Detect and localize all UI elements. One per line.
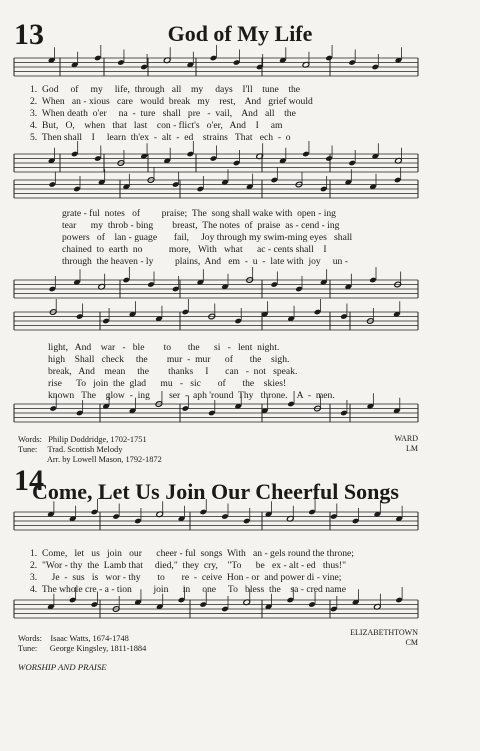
lyric-line: 1. God of my life, through all my days I'll tune the bbox=[30, 84, 301, 95]
tune-name: ELIZABETHTOWN bbox=[350, 628, 418, 637]
lyric-line: break, And mean the thanks I can - not speak. bbox=[48, 366, 298, 377]
lyric-line: grate - ful notes of praise; The song shall wake with open - ing bbox=[62, 208, 336, 219]
lyric-line: powers of lan - guage fail, Joy through my swim-ming eyes shall bbox=[62, 232, 353, 243]
lyric-line: chained to earth no more, With what ac - cents shall I bbox=[62, 244, 327, 255]
lyric-line: tear my throb - bing breast, The notes of praise as - cend - ing bbox=[62, 220, 340, 231]
tune-info bbox=[350, 628, 418, 648]
lyric-line: light, And war - ble to the si - lent night. bbox=[48, 342, 280, 353]
hymn-title: God of My Life bbox=[167, 21, 313, 46]
verse-block-2 bbox=[62, 208, 352, 268]
tune-name: WARD bbox=[394, 434, 418, 443]
lyric-line: high Shall check the mur - mur of the sigh. bbox=[48, 354, 290, 365]
lyric-line: 2. When an - xious care would break my rest, And grief would bbox=[30, 96, 313, 107]
lyric-line: known The glow - ing ser - aph 'round Thy throne. A - men. bbox=[48, 390, 335, 401]
credit-line: Words: Philip Doddridge, 1702-1751 bbox=[18, 435, 147, 444]
lyric-line: rise To join the glad mu - sic of the skies! bbox=[48, 378, 287, 389]
tune-info bbox=[394, 434, 418, 454]
credit-line: Tune: George Kingsley, 1811-1884 bbox=[18, 644, 147, 653]
lyric-line: 2. "Wor - thy the Lamb that died," they cry, "To be ex - alt - ed thus!" bbox=[30, 560, 346, 571]
lyric-line: 4. But, O, when that last con - flict's o'er, And I am bbox=[30, 120, 283, 131]
verse-block-3 bbox=[48, 342, 335, 402]
lyric-line: 5. Then shall I learn th'ex - alt - ed strains That ech - o bbox=[30, 132, 291, 143]
lyric-line: 3. When death o'er na - ture shall pre - vail, And all the bbox=[30, 108, 296, 119]
verse-block-1 bbox=[30, 84, 313, 144]
lyric-line: 3. Je - sus is wor - thy to re - ceive Hon - or and power di - vine; bbox=[30, 572, 342, 583]
hymn-credits bbox=[18, 634, 146, 654]
lyric-line: through the heaven - ly plains, And em - u - late with joy un - bbox=[62, 256, 348, 267]
hymn-number: 14 bbox=[14, 464, 44, 497]
hymn-title: Come, Let Us Join Our Cheerful Songs bbox=[32, 479, 399, 504]
staff-line bbox=[14, 154, 418, 172]
page-footer: WORSHIP AND PRAISE bbox=[18, 662, 107, 672]
verse-block-4 bbox=[30, 548, 354, 596]
hymn-number: 13 bbox=[14, 18, 44, 51]
meter: LM bbox=[406, 444, 418, 453]
staff-line bbox=[14, 312, 418, 330]
credit-line: Arr. by Lowell Mason, 1792-1872 bbox=[18, 455, 162, 464]
lyric-line: 1. Come, let us join our cheer - ful songs With an - gels round the throne; bbox=[30, 548, 354, 559]
hymn-credits bbox=[18, 435, 162, 465]
staff-line bbox=[14, 404, 418, 422]
meter: CM bbox=[405, 638, 418, 647]
credit-line: Words: Isaac Watts, 1674-1748 bbox=[18, 634, 129, 643]
credit-line: Tune: Trad. Scottish Melody bbox=[18, 445, 123, 454]
lyric-line: 4. The whole cre - a - tion join in one To bless the sa - cred name bbox=[30, 584, 347, 595]
